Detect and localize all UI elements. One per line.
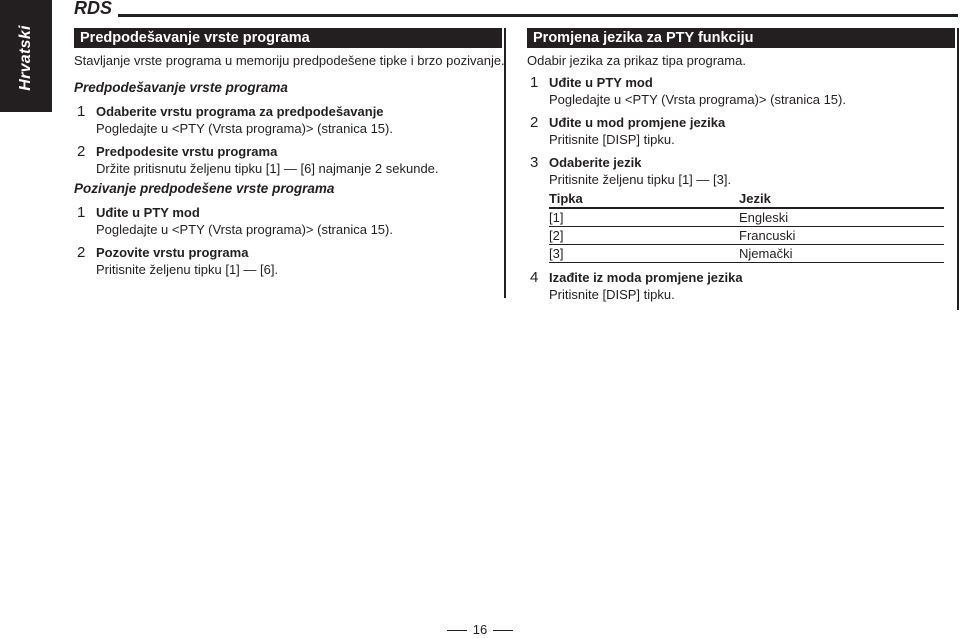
table-cell: [1] — [549, 208, 739, 227]
step-title: Predpodesite vrstu programa — [96, 144, 278, 159]
step-description: Pritisnite željenu tipku [1] — [6]. — [96, 262, 279, 277]
step-number: 4 — [530, 269, 539, 286]
step-item — [527, 114, 959, 148]
step-number: 1 — [77, 103, 86, 120]
table-row — [549, 208, 944, 227]
step-description: Pritisnite [DISP] tipku. — [549, 132, 675, 147]
step-description: Pritisnite željenu tipku [1] — [3]. — [549, 172, 732, 187]
subsection-title-preset: Predpodešavanje vrste programa — [74, 80, 288, 95]
section-header-preset-pty: Predpodešavanje vrste programa — [74, 28, 502, 48]
table-cell: Engleski — [739, 208, 944, 227]
step-number: 2 — [77, 244, 86, 261]
step-description: Pogledajte u <PTY (Vrsta programa)> (stranica 15). — [549, 92, 846, 107]
step-item — [74, 103, 506, 137]
step-description: Pritisnite [DISP] tipku. — [549, 287, 675, 302]
title-rule — [118, 14, 958, 17]
step-number: 3 — [530, 154, 539, 171]
table-row — [549, 245, 944, 263]
step-title: Pozovite vrstu programa — [96, 245, 249, 260]
step-item — [74, 143, 506, 177]
section-intro: Stavljanje vrste programa u memoriju predpodešene tipke i brzo pozivanje. — [74, 53, 505, 68]
page-number-dash — [447, 630, 467, 631]
table-cell: [2] — [549, 227, 739, 245]
section-intro: Odabir jezika za prikaz tipa programa. — [527, 53, 746, 68]
step-item — [527, 74, 959, 108]
page-title: RDS — [74, 0, 113, 18]
table-cell: Francuski — [739, 227, 944, 245]
step-description: Držite pritisnutu željenu tipku [1] — [6] najmanje 2 sekunde. — [96, 161, 439, 176]
step-description: Pogledajte u <PTY (Vrsta programa)> (stranica 15). — [96, 222, 393, 237]
left-column — [74, 28, 506, 284]
table-cell: Njemački — [739, 245, 944, 263]
subsection-title-recall: Pozivanje predpodešene vrste programa — [74, 181, 335, 196]
step-item — [527, 154, 959, 188]
table-header-row — [549, 190, 944, 208]
step-description: Pogledajte u <PTY (Vrsta programa)> (stranica 15). — [96, 121, 393, 136]
language-tab-label: Hrvatski — [17, 25, 34, 91]
step-title: Uđite u mod promjene jezika — [549, 115, 726, 130]
step-number: 1 — [77, 204, 86, 221]
step-title: Uđite u PTY mod — [549, 75, 653, 90]
section-header-pty-language: Promjena jezika za PTY funkciju — [527, 28, 955, 48]
table-header-key: Tipka — [549, 190, 739, 208]
step-item — [74, 204, 506, 238]
page-number-dash — [493, 630, 513, 631]
language-table — [549, 190, 944, 263]
page-number-value: 16 — [472, 622, 488, 637]
step-number: 1 — [530, 74, 539, 91]
right-column — [527, 28, 959, 309]
step-title: Odaberite vrstu programa za predpodešavanje — [96, 104, 384, 119]
step-title: Odaberite jezik — [549, 155, 642, 170]
step-item — [74, 244, 506, 278]
step-number: 2 — [530, 114, 539, 131]
step-title: Izađite iz moda promjene jezika — [549, 270, 743, 285]
step-item — [527, 269, 959, 303]
step-title: Uđite u PTY mod — [96, 205, 200, 220]
page-number — [0, 622, 960, 638]
table-header-language: Jezik — [739, 190, 944, 208]
language-side-tab — [0, 0, 52, 112]
step-number: 2 — [77, 143, 86, 160]
table-row — [549, 227, 944, 245]
table-cell: [3] — [549, 245, 739, 263]
